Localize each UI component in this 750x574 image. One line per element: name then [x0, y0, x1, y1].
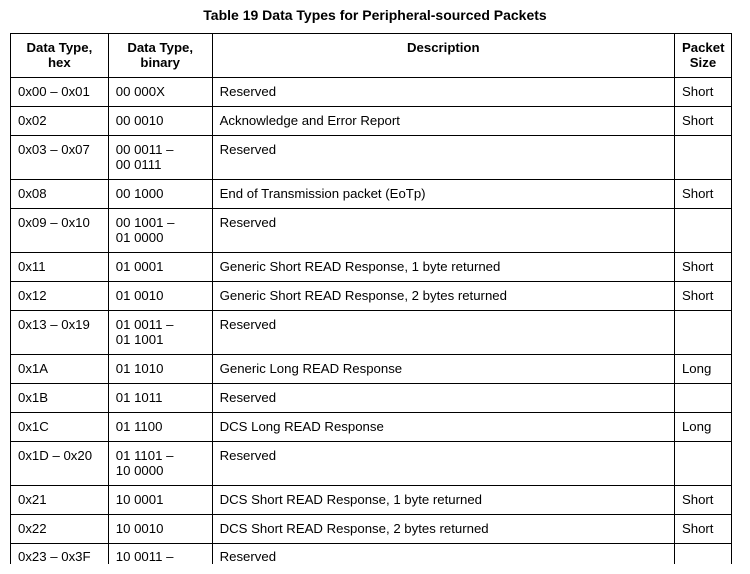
- cell-description: Reserved: [212, 136, 674, 180]
- cell-packet-size: Short: [674, 107, 731, 136]
- cell-hex: 0x12: [11, 282, 109, 311]
- table-row: [11, 515, 732, 544]
- cell-binary: 00 1001 – 01 0000: [108, 209, 212, 253]
- cell-hex: 0x00 – 0x01: [11, 78, 109, 107]
- table-row: [11, 544, 732, 565]
- cell-binary: 01 0010: [108, 282, 212, 311]
- cell-packet-size: Short: [674, 78, 731, 107]
- cell-description: Reserved: [212, 544, 674, 565]
- cell-packet-size: Short: [674, 180, 731, 209]
- cell-description: DCS Long READ Response: [212, 413, 674, 442]
- cell-packet-size: Short: [674, 515, 731, 544]
- cell-hex: 0x1A: [11, 355, 109, 384]
- header-packet-size: Packet Size: [674, 34, 731, 78]
- cell-description: Generic Long READ Response: [212, 355, 674, 384]
- cell-packet-size: Short: [674, 486, 731, 515]
- table-row: [11, 442, 732, 486]
- header-data-type-hex: Data Type, hex: [11, 34, 109, 78]
- cell-binary: 00 0011 – 00 0111: [108, 136, 212, 180]
- cell-packet-size: [674, 311, 731, 355]
- cell-description: DCS Short READ Response, 1 byte returned: [212, 486, 674, 515]
- cell-binary: 01 0011 – 01 1001: [108, 311, 212, 355]
- cell-binary: 01 0001: [108, 253, 212, 282]
- table-row: [11, 282, 732, 311]
- cell-hex: 0x11: [11, 253, 109, 282]
- cell-packet-size: [674, 209, 731, 253]
- cell-packet-size: Long: [674, 413, 731, 442]
- cell-packet-size: [674, 544, 731, 565]
- table-row: [11, 107, 732, 136]
- cell-hex: 0x02: [11, 107, 109, 136]
- cell-binary: 01 1010: [108, 355, 212, 384]
- table-row: [11, 209, 732, 253]
- table-row: [11, 311, 732, 355]
- cell-hex: 0x1B: [11, 384, 109, 413]
- cell-binary: 10 0011 –: [108, 544, 212, 565]
- header-data-type-binary: Data Type, binary: [108, 34, 212, 78]
- cell-hex: 0x08: [11, 180, 109, 209]
- cell-packet-size: [674, 136, 731, 180]
- table-row: [11, 413, 732, 442]
- cell-binary: 00 1000: [108, 180, 212, 209]
- cell-hex: 0x1D – 0x20: [11, 442, 109, 486]
- cell-description: Reserved: [212, 442, 674, 486]
- cell-packet-size: Long: [674, 355, 731, 384]
- table-row: [11, 180, 732, 209]
- cell-hex: 0x13 – 0x19: [11, 311, 109, 355]
- cell-hex: 0x09 – 0x10: [11, 209, 109, 253]
- cell-binary: 01 1101 – 10 0000: [108, 442, 212, 486]
- table-caption: Table 19 Data Types for Peripheral-sourced Packets: [203, 7, 547, 23]
- header-description: Description: [212, 34, 674, 78]
- cell-description: End of Transmission packet (EoTp): [212, 180, 674, 209]
- cell-binary: 00 000X: [108, 78, 212, 107]
- cell-description: Reserved: [212, 78, 674, 107]
- cell-hex: 0x22: [11, 515, 109, 544]
- data-types-table: [10, 33, 732, 564]
- table-row: [11, 78, 732, 107]
- cell-binary: 10 0010: [108, 515, 212, 544]
- cell-description: DCS Short READ Response, 2 bytes returned: [212, 515, 674, 544]
- cell-description: Generic Short READ Response, 2 bytes returned: [212, 282, 674, 311]
- cell-binary: 10 0001: [108, 486, 212, 515]
- cell-packet-size: Short: [674, 282, 731, 311]
- cell-hex: 0x21: [11, 486, 109, 515]
- table-row: [11, 136, 732, 180]
- cell-binary: 01 1011: [108, 384, 212, 413]
- cell-description: Acknowledge and Error Report: [212, 107, 674, 136]
- cell-binary: 00 0010: [108, 107, 212, 136]
- cell-packet-size: Short: [674, 253, 731, 282]
- table-row: [11, 486, 732, 515]
- cell-packet-size: [674, 442, 731, 486]
- cell-hex: 0x03 – 0x07: [11, 136, 109, 180]
- table-row: [11, 384, 732, 413]
- cell-hex: 0x1C: [11, 413, 109, 442]
- cell-description: Generic Short READ Response, 1 byte returned: [212, 253, 674, 282]
- header-row: [11, 34, 732, 78]
- table-row: [11, 355, 732, 384]
- cell-description: Reserved: [212, 209, 674, 253]
- cell-packet-size: [674, 384, 731, 413]
- cell-hex: 0x23 – 0x3F: [11, 544, 109, 565]
- cell-binary: 01 1100: [108, 413, 212, 442]
- cell-description: Reserved: [212, 384, 674, 413]
- table-row: [11, 253, 732, 282]
- cell-description: Reserved: [212, 311, 674, 355]
